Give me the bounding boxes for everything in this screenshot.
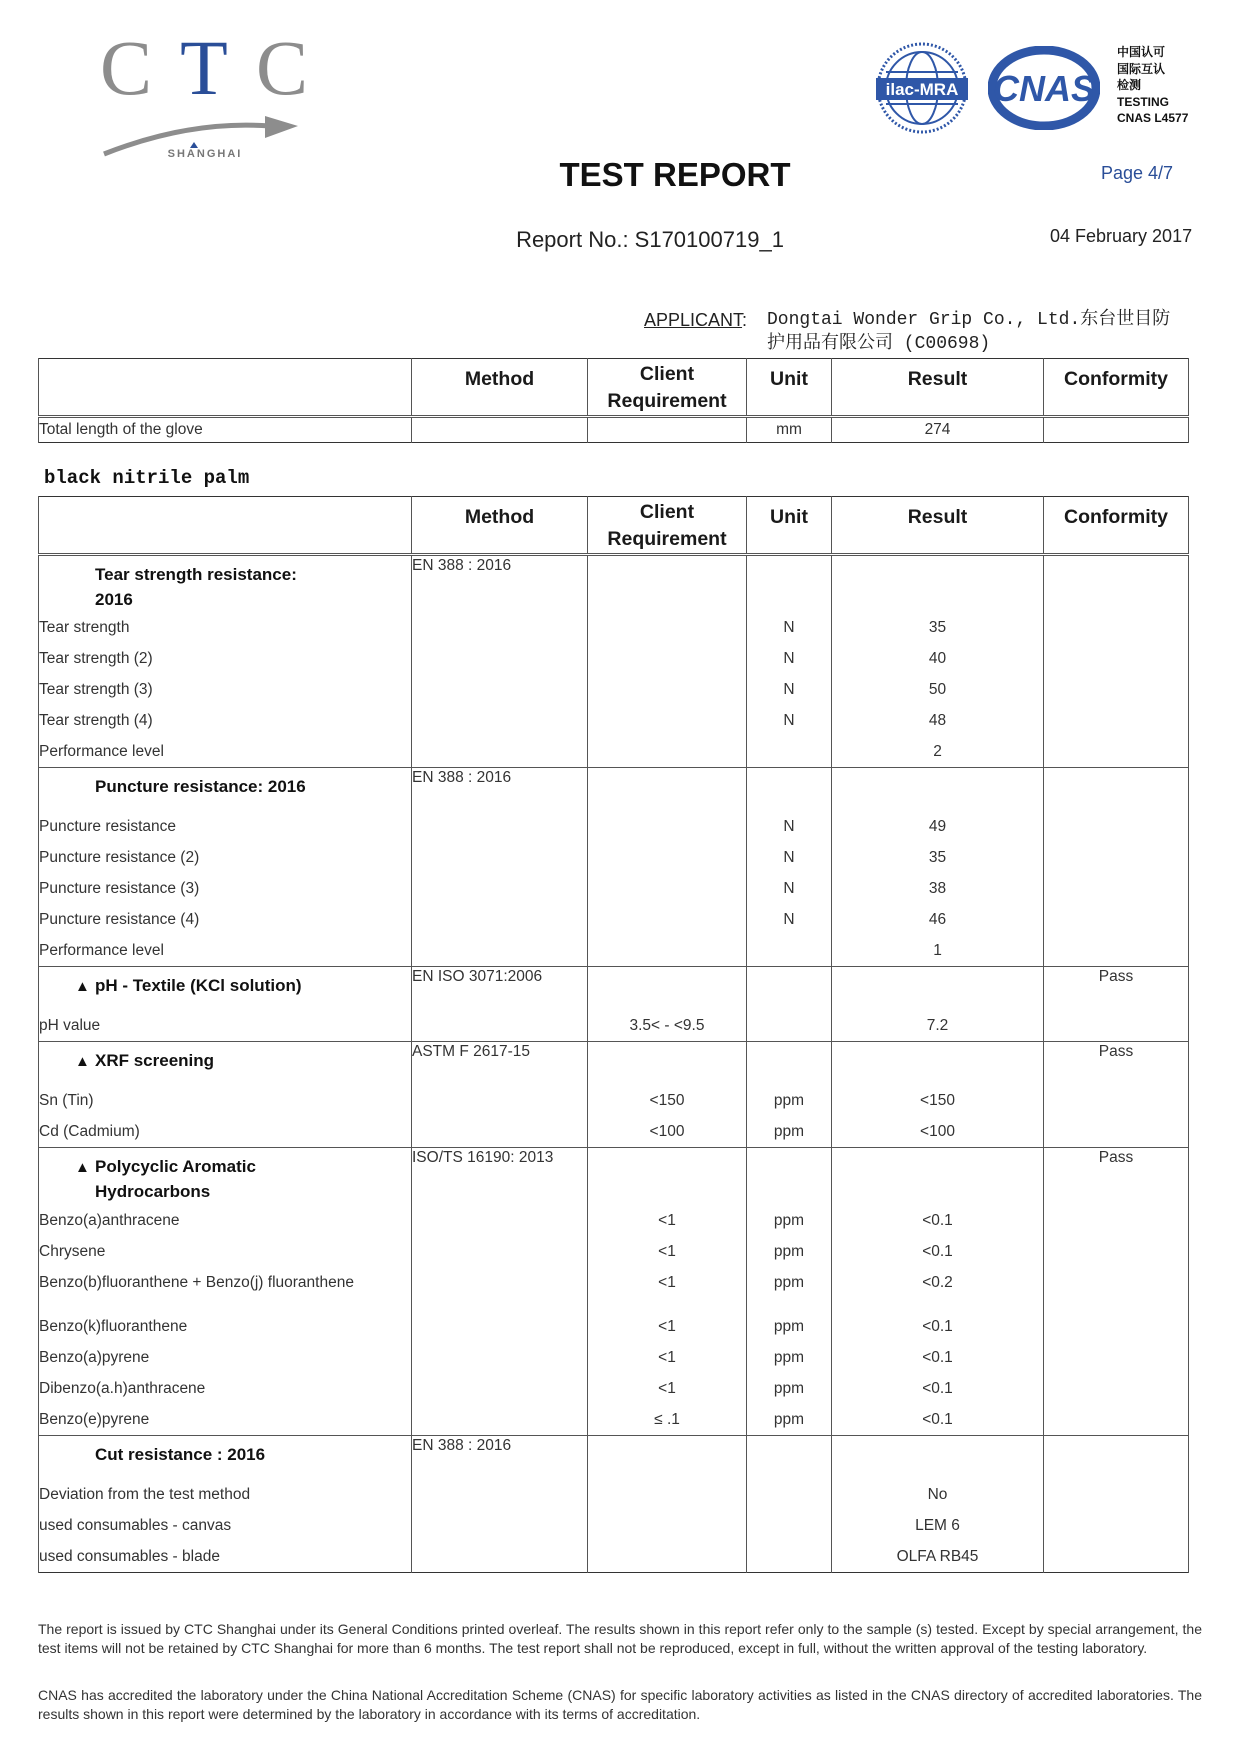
cell-client-requirement xyxy=(588,812,747,843)
cell-client-requirement: ≤ .1 xyxy=(588,1405,747,1436)
section-title-text: Polycyclic Aromatic Hydrocarbons xyxy=(95,1157,256,1201)
cell-result: 274 xyxy=(832,417,1044,443)
header-cell-item xyxy=(39,359,412,417)
cell-item-name: Tear strength (4) xyxy=(39,706,412,737)
section-title-row xyxy=(39,555,1189,613)
cell-result: 2 xyxy=(832,737,1044,768)
cell-result: <100 xyxy=(832,1117,1044,1148)
sample-subheading: black nitrile palm xyxy=(44,467,250,489)
ilac-globe-icon xyxy=(872,40,972,136)
section-title xyxy=(39,1148,412,1206)
cell-client-requirement xyxy=(588,967,747,1011)
header-cell-conformity: Conformity xyxy=(1044,359,1189,417)
test-section xyxy=(39,967,1189,1042)
cell-item-name: Benzo(k)fluoranthene xyxy=(39,1312,412,1343)
cell-unit: N xyxy=(747,706,832,737)
cell-result xyxy=(832,555,1044,613)
table-row xyxy=(39,737,1189,768)
header-cell-unit: Unit xyxy=(747,359,832,417)
ctc-letter-c1: C xyxy=(100,24,155,111)
table-row xyxy=(39,874,1189,905)
cell-result xyxy=(832,1042,1044,1086)
cell-client-requirement: <100 xyxy=(588,1117,747,1148)
cell-unit: N xyxy=(747,613,832,644)
cell-client-requirement: 3.5< - <9.5 xyxy=(588,1011,747,1042)
table-row xyxy=(39,1511,1189,1542)
cell-client-requirement: <1 xyxy=(588,1343,747,1374)
applicant-label-text: APPLICANT xyxy=(644,310,743,330)
cell-result: <0.1 xyxy=(832,1237,1044,1268)
cell-conformity xyxy=(1044,768,1189,967)
triangle-marker-icon: ▲ xyxy=(75,1053,90,1070)
cell-item-name: Cd (Cadmium) xyxy=(39,1117,412,1148)
header-cell-conformity: Conformity xyxy=(1044,497,1189,555)
report-title: TEST REPORT xyxy=(559,156,791,193)
cell-result: <150 xyxy=(832,1086,1044,1117)
cell-item-name: Chrysene xyxy=(39,1237,412,1268)
table-row xyxy=(39,812,1189,843)
cell-unit: N xyxy=(747,812,832,843)
ctc-logo-city: SHANGHAI xyxy=(167,148,243,160)
cell-client-requirement xyxy=(588,768,747,812)
cell-item-name: Tear strength (2) xyxy=(39,644,412,675)
cell-method: EN ISO 3071:2006 xyxy=(412,967,588,1042)
cell-item-name: Sn (Tin) xyxy=(39,1086,412,1117)
cell-client-requirement: <1 xyxy=(588,1237,747,1268)
cell-item-name: Benzo(a)anthracene xyxy=(39,1206,412,1237)
footer-disclaimer: The report is issued by CTC Shanghai under its General Conditions printed overleaf. The results shown in this report refer only to the sample (s) tested. Except by special arrangement, the test items will not be retained by CTC Shanghai for more than 6 months. The test report shall not be reproduced, except in full, without the written approval of the testing laboratory. xyxy=(38,1621,1202,1656)
cell-conformity xyxy=(1044,1436,1189,1573)
cell-conformity: Pass xyxy=(1044,1042,1189,1148)
cell-result: <0.1 xyxy=(832,1405,1044,1436)
footer-accreditation: CNAS has accredited the laboratory under the China National Accreditation Scheme (CNAS) for specific laboratory activities as listed in the CNAS directory of accredited laboratories. The results shown in this report were determined by the laboratory in accordance with its terms of accreditation. xyxy=(38,1687,1202,1722)
cell-result xyxy=(832,768,1044,812)
table-row xyxy=(39,1011,1189,1042)
cell-result: No xyxy=(832,1480,1044,1511)
results-table-general xyxy=(38,358,1189,443)
cell-method: EN 388 : 2016 xyxy=(412,555,588,768)
report-number: Report No.: S170100719_1 xyxy=(516,227,784,252)
cell-result: 35 xyxy=(832,613,1044,644)
cell-item-name: Tear strength xyxy=(39,613,412,644)
cell-unit xyxy=(747,1436,832,1480)
cell-result: OLFA RB45 xyxy=(832,1542,1044,1573)
table-row xyxy=(39,1480,1189,1511)
cnas-accreditation-text xyxy=(1117,44,1188,127)
cell-result: 46 xyxy=(832,905,1044,936)
cnas-line: CNAS L4577 xyxy=(1117,111,1189,125)
cell-client-requirement: <1 xyxy=(588,1206,747,1237)
cell-method: EN 388 : 2016 xyxy=(412,768,588,967)
test-section xyxy=(39,768,1189,967)
cell-unit: ppm xyxy=(747,1312,832,1343)
cell-method: ISO/TS 16190: 2013 xyxy=(412,1148,588,1436)
cell-item-name: Puncture resistance xyxy=(39,812,412,843)
cell-client-requirement: <1 xyxy=(588,1268,747,1312)
header-cell-client-requirement: Client Requirement xyxy=(588,497,747,555)
table-row xyxy=(39,613,1189,644)
applicant-value: Dongtai Wonder Grip Co., Ltd.东台世目防护用品有限公司 (C00698) xyxy=(767,310,1171,354)
cell-client-requirement xyxy=(588,1148,747,1206)
table-row xyxy=(39,1374,1189,1405)
cell-method: ASTM F 2617-15 xyxy=(412,1042,588,1148)
results-table-palm xyxy=(38,496,1189,1573)
cell-result: <0.2 xyxy=(832,1268,1044,1312)
cell-result: 40 xyxy=(832,644,1044,675)
triangle-marker-icon: ▲ xyxy=(75,978,90,995)
cell-unit xyxy=(747,555,832,613)
cnas-logo xyxy=(988,46,1100,130)
cell-client-requirement xyxy=(588,843,747,874)
cell-item-name: Benzo(e)pyrene xyxy=(39,1405,412,1436)
cell-unit: N xyxy=(747,675,832,706)
cell-item-name: Puncture resistance (3) xyxy=(39,874,412,905)
test-section xyxy=(39,1148,1189,1436)
cell-result: 48 xyxy=(832,706,1044,737)
cell-client-requirement xyxy=(588,1511,747,1542)
cell-client-requirement xyxy=(588,1042,747,1086)
header-cell-item xyxy=(39,497,412,555)
cell-item-name: used consumables - blade xyxy=(39,1542,412,1573)
cell-client-requirement xyxy=(588,874,747,905)
cell-result xyxy=(832,1436,1044,1480)
header-cell-client-requirement: Client Requirement xyxy=(588,359,747,417)
cell-item-name: Performance level xyxy=(39,737,412,768)
cell-unit: ppm xyxy=(747,1206,832,1237)
header-cell-method: Method xyxy=(412,497,588,555)
section-title xyxy=(39,555,412,613)
cell-client-requirement xyxy=(588,675,747,706)
cell-result: <0.1 xyxy=(832,1312,1044,1343)
cell-unit: N xyxy=(747,905,832,936)
report-date: 04 February 2017 xyxy=(1050,226,1193,246)
cell-conformity: Pass xyxy=(1044,1148,1189,1436)
ilac-mra-logo xyxy=(872,40,972,136)
cell-client-requirement: <1 xyxy=(588,1312,747,1343)
cell-result: <0.1 xyxy=(832,1206,1044,1237)
cell-unit xyxy=(747,967,832,1011)
cell-client-requirement xyxy=(588,1542,747,1573)
cell-result: 35 xyxy=(832,843,1044,874)
section-title-row xyxy=(39,768,1189,812)
table-header-row xyxy=(39,359,1189,417)
cell-client-requirement xyxy=(588,644,747,675)
table-row xyxy=(39,1542,1189,1573)
cell-item-name: Benzo(a)pyrene xyxy=(39,1343,412,1374)
cell-item-name: Dibenzo(a.h)anthracene xyxy=(39,1374,412,1405)
cell-conformity xyxy=(1044,555,1189,768)
section-title xyxy=(39,768,412,812)
section-title-text: Cut resistance : 2016 xyxy=(95,1445,266,1464)
cell-client-requirement xyxy=(588,737,747,768)
cell-result: <0.1 xyxy=(832,1343,1044,1374)
cell-unit xyxy=(747,1480,832,1511)
table-row xyxy=(39,644,1189,675)
cell-item-name: Performance level xyxy=(39,936,412,967)
table-row xyxy=(39,1206,1189,1237)
table-row xyxy=(39,1086,1189,1117)
cnas-logo-text: CNAS xyxy=(992,68,1096,109)
cell-method xyxy=(412,417,588,443)
cell-client-requirement xyxy=(588,613,747,644)
cell-unit xyxy=(747,1042,832,1086)
cell-unit: ppm xyxy=(747,1405,832,1436)
section-title-text: XRF screening xyxy=(95,1051,215,1070)
section-title-row xyxy=(39,1042,1189,1086)
cnas-line: 检测 xyxy=(1117,78,1142,92)
cell-unit: N xyxy=(747,843,832,874)
table-row xyxy=(39,905,1189,936)
table-row xyxy=(39,1343,1189,1374)
cell-unit xyxy=(747,1148,832,1206)
table-row xyxy=(39,1237,1189,1268)
cell-item-name: Puncture resistance (2) xyxy=(39,843,412,874)
test-section xyxy=(39,1042,1189,1148)
cell-item-name: Puncture resistance (4) xyxy=(39,905,412,936)
cell-item-name: Benzo(b)fluoranthene + Benzo(j) fluoranthene xyxy=(39,1268,412,1312)
section-title-row xyxy=(39,967,1189,1011)
cell-unit xyxy=(747,768,832,812)
cell-result: 49 xyxy=(832,812,1044,843)
section-title-text: Puncture resistance: 2016 xyxy=(95,777,306,796)
cell-unit xyxy=(747,1511,832,1542)
cell-unit xyxy=(747,1542,832,1573)
page-number: Page 4/7 xyxy=(1101,163,1174,183)
section-title xyxy=(39,1042,412,1086)
cell-client-requirement xyxy=(588,1480,747,1511)
cell-unit xyxy=(747,1011,832,1042)
ilac-logo-text: ilac-MRA xyxy=(885,80,959,99)
cell-conformity xyxy=(1044,417,1189,443)
ctc-letter-c2: C xyxy=(255,24,310,111)
ctc-letter-t: T xyxy=(180,24,230,111)
section-title xyxy=(39,1436,412,1480)
cell-result: 1 xyxy=(832,936,1044,967)
cell-unit: ppm xyxy=(747,1343,832,1374)
header-cell-result: Result xyxy=(832,359,1044,417)
table-row xyxy=(39,1312,1189,1343)
table-row xyxy=(39,1405,1189,1436)
ctc-logo-letters xyxy=(100,24,310,111)
cell-unit: mm xyxy=(747,417,832,443)
section-title-row xyxy=(39,1148,1189,1206)
cell-client-requirement xyxy=(588,905,747,936)
cell-unit: ppm xyxy=(747,1237,832,1268)
cell-unit: N xyxy=(747,874,832,905)
cell-unit: ppm xyxy=(747,1374,832,1405)
table-row xyxy=(39,706,1189,737)
cnas-emblem-icon xyxy=(988,46,1100,130)
table-row xyxy=(39,1268,1189,1312)
cell-client-requirement xyxy=(588,706,747,737)
header-cell-result: Result xyxy=(832,497,1044,555)
applicant-label: APPLICANT: xyxy=(644,310,748,330)
cell-client-requirement xyxy=(588,417,747,443)
section-title-row xyxy=(39,1436,1189,1480)
section-title-text: Tear strength resistance: 2016 xyxy=(95,565,297,609)
cell-result xyxy=(832,1148,1044,1206)
cell-unit: ppm xyxy=(747,1117,832,1148)
cell-client-requirement xyxy=(588,936,747,967)
table-row xyxy=(39,417,1189,443)
table-row xyxy=(39,1117,1189,1148)
table-row xyxy=(39,936,1189,967)
table-row xyxy=(39,843,1189,874)
header-cell-method: Method xyxy=(412,359,588,417)
cell-client-requirement: <150 xyxy=(588,1086,747,1117)
cell-result: 38 xyxy=(832,874,1044,905)
cnas-line: 中国认可 xyxy=(1117,45,1166,59)
cell-result: 7.2 xyxy=(832,1011,1044,1042)
cell-client-requirement xyxy=(588,1436,747,1480)
header-cell-unit: Unit xyxy=(747,497,832,555)
cnas-line: TESTING xyxy=(1117,94,1170,109)
cell-item-name: Deviation from the test method xyxy=(39,1480,412,1511)
cell-result: 50 xyxy=(832,675,1044,706)
triangle-marker-icon: ▲ xyxy=(75,1159,90,1176)
ctc-shanghai-logo xyxy=(100,24,310,168)
test-section xyxy=(39,555,1189,768)
cell-item-name: used consumables - canvas xyxy=(39,1511,412,1542)
cell-unit: ppm xyxy=(747,1268,832,1312)
cell-item-name: Tear strength (3) xyxy=(39,675,412,706)
cell-unit xyxy=(747,936,832,967)
test-section xyxy=(39,1436,1189,1573)
cell-client-requirement xyxy=(588,555,747,613)
cell-result xyxy=(832,967,1044,1011)
cell-result: <0.1 xyxy=(832,1374,1044,1405)
cell-unit: N xyxy=(747,644,832,675)
cnas-line: 国际互认 xyxy=(1117,61,1166,76)
section-title xyxy=(39,967,412,1011)
table-header-row xyxy=(39,497,1189,555)
cell-method: EN 388 : 2016 xyxy=(412,1436,588,1573)
cell-unit xyxy=(747,737,832,768)
cell-item-name: Total length of the glove xyxy=(39,417,412,443)
cell-conformity: Pass xyxy=(1044,967,1189,1042)
table-row xyxy=(39,675,1189,706)
section-title-text: pH - Textile (KCl solution) xyxy=(95,976,302,995)
cell-result: LEM 6 xyxy=(832,1511,1044,1542)
cell-unit: ppm xyxy=(747,1086,832,1117)
cell-item-name: pH value xyxy=(39,1011,412,1042)
cell-client-requirement: <1 xyxy=(588,1374,747,1405)
